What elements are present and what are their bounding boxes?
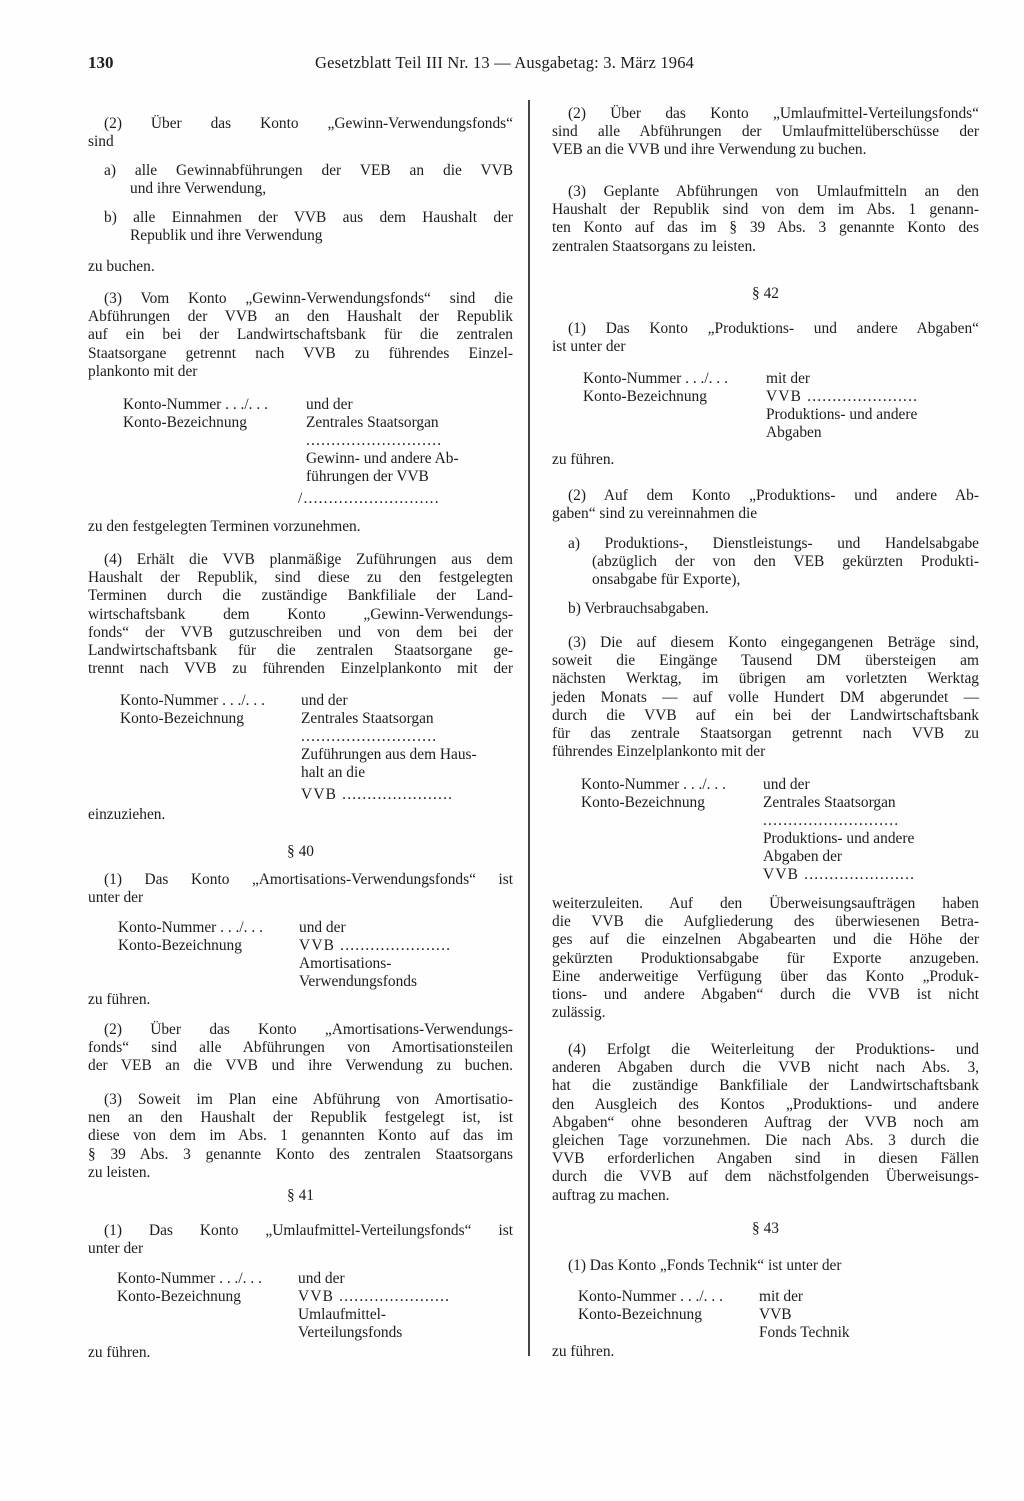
paragraph-end: zu führen. [88,1344,151,1361]
paragraph-41-1: (1) Das Konto „Umlaufmittel-Verteilungsfonds“ ist unter der [88,1222,513,1258]
section-heading-41: § 41 [287,1187,314,1204]
section-heading-40: § 40 [287,843,314,860]
list-item-b: b) Verbrauchsabgaben. [568,600,709,617]
paragraph-end: zu führen. [552,1343,615,1360]
paragraph-end: zu führen. [552,451,615,468]
paragraph-41-3: (3) Geplante Abführungen von Umlaufmitteln an den Haushalt der Republik sind von dem im Abs. 1 genann- ten Konto auf das im § 39 Abs. 3 genannte Konto des zentralen Staatsorgans zu leisten. [552,183,979,255]
column-divider [528,100,530,1356]
page-header [88,54,914,76]
paragraph-end: zu führen. [88,991,151,1008]
paragraph-40-3: (3) Soweit im Plan eine Abführung von Amortisatio- nen an den Haushalt der Republik festgelegt ist, ist diese von dem im Abs. 1 genannten Konto auf das im § 39 Abs. 3 genannte Konto des zentralen Staatsorgans zu leisten. [88,1091,513,1181]
section-heading-43: § 43 [752,1220,779,1237]
list-item-a: a) alle Gewinnabführungen der VEB an die VVB und ihre Verwendung, [104,162,513,198]
list-item-a: a) Produktions-, Dienstleistungs- und Handelsabgabe (abzüglich der von den VEB gekürzten Produkti- onsabgabe für Exporte), [568,535,979,589]
paragraph-39-2: (2) Über das Konto „Gewinn-Verwendungsfonds“ sind [88,115,513,151]
paragraph-end: zu den festgelegten Terminen vorzunehmen. [88,518,361,535]
paragraph-42-2: (2) Auf dem Konto „Produktions- und andere Ab- gaben“ sind zu vereinnahmen die [552,487,979,523]
paragraph-40-1: (1) Das Konto „Amortisations-Verwendungsfonds“ ist unter der [88,871,513,907]
paragraph-42-4: (4) Erfolgt die Weiterleitung der Produktions- und anderen Abgaben durch die VVB nicht nach Abs. 3, hat die zuständige Bankfiliale der Landwirtschaftsbank den Ausgleich des Kontos „Produktions- und andere Abgaben“ ohne besonderen Auftrag der VVB noch am gleichen Tage vorzunehmen. Die nach Abs. 3 durch die VVB erforderlichen Angaben sind in diesen Fällen durch die VVB auf dem nächstfolgenden Überweisungs- auftrag zu machen. [552,1041,979,1204]
paragraph-40-2: (2) Über das Konto „Amortisations-Verwendungs- fonds“ sind alle Abführungen von Amortisationsteilen der VEB an die VVB und ihre Verwendung zu buchen. [88,1021,513,1075]
paragraph-end: einzuziehen. [88,806,166,823]
paragraph-43-1: (1) Das Konto „Fonds Technik“ ist unter der [568,1257,842,1274]
paragraph-42-3: (3) Die auf diesem Konto eingegangenen Beträge sind, soweit die Eingänge Tausend DM übersteigen am nächsten Werktag, im übrigen am vorletzten Werktag jeden Monats — auf volle Hundert DM abgerundet — durch die VVB auf ein bei der Landwirtschaftsbank für das zentrale Staatsorgan getrennt nach VVB zu führendes Einzelplankonto mit der [552,634,979,761]
paragraph-42-1: (1) Das Konto „Produktions- und andere Abgaben“ ist unter der [552,320,979,356]
page-number: 130 [88,53,114,72]
list-item-b: b) alle Einnahmen der VVB aus dem Haushalt der Republik und ihre Verwendung [104,209,513,245]
gazette-title: Gesetzblatt Teil III Nr. 13 — Ausgabetag: 3. März 1964 [315,53,695,72]
paragraph-41-2: (2) Über das Konto „Umlaufmittel-Verteilungsfonds“ sind alle Abführungen der Umlaufmittelüberschüsse der VEB an die VVB und ihre Verwendung zu buchen. [552,105,979,159]
paragraph-39-3: (3) Vom Konto „Gewinn-Verwendungsfonds“ sind die Abführungen der VVB an den Haushalt der Republik auf ein bei der Landwirtschaftsbank für die zentralen Staatsorgane getrennt nach VVB zu führendes Einzel- plankonto mit der [88,290,513,380]
paragraph-end: zu buchen. [88,258,155,275]
paragraph-39-4: (4) Erhält die VVB planmäßige Zuführungen aus dem Haushalt der Republik, sind diese zu den festgelegten Terminen durch die zuständige Bankfiliale der Land- wirtschaftsbank dem Konto „Gewinn-Verwendungs- fonds“ der VVB gutzuschreiben und von dem bei der Landwirtschaftsbank für die zentralen Staatsorgane ge- trennt nach VVB zu führenden Einzelplankonto mit der [88,551,513,678]
paragraph-continuation: weiterzuleiten. Auf den Überweisungsaufträgen haben die VVB die Aufgliederung des überwiesenen Betra- ges auf die einzelnen Abgabearten und die Höhe der gekürzten Produktionsabgabe für Exporte anzugeben. Eine anderweitige Verfügung über das Konto „Produk- tions- und andere Abgaben“ durch die VVB ist nicht zulässig. [552,895,979,1022]
section-heading-42: § 42 [752,285,779,302]
